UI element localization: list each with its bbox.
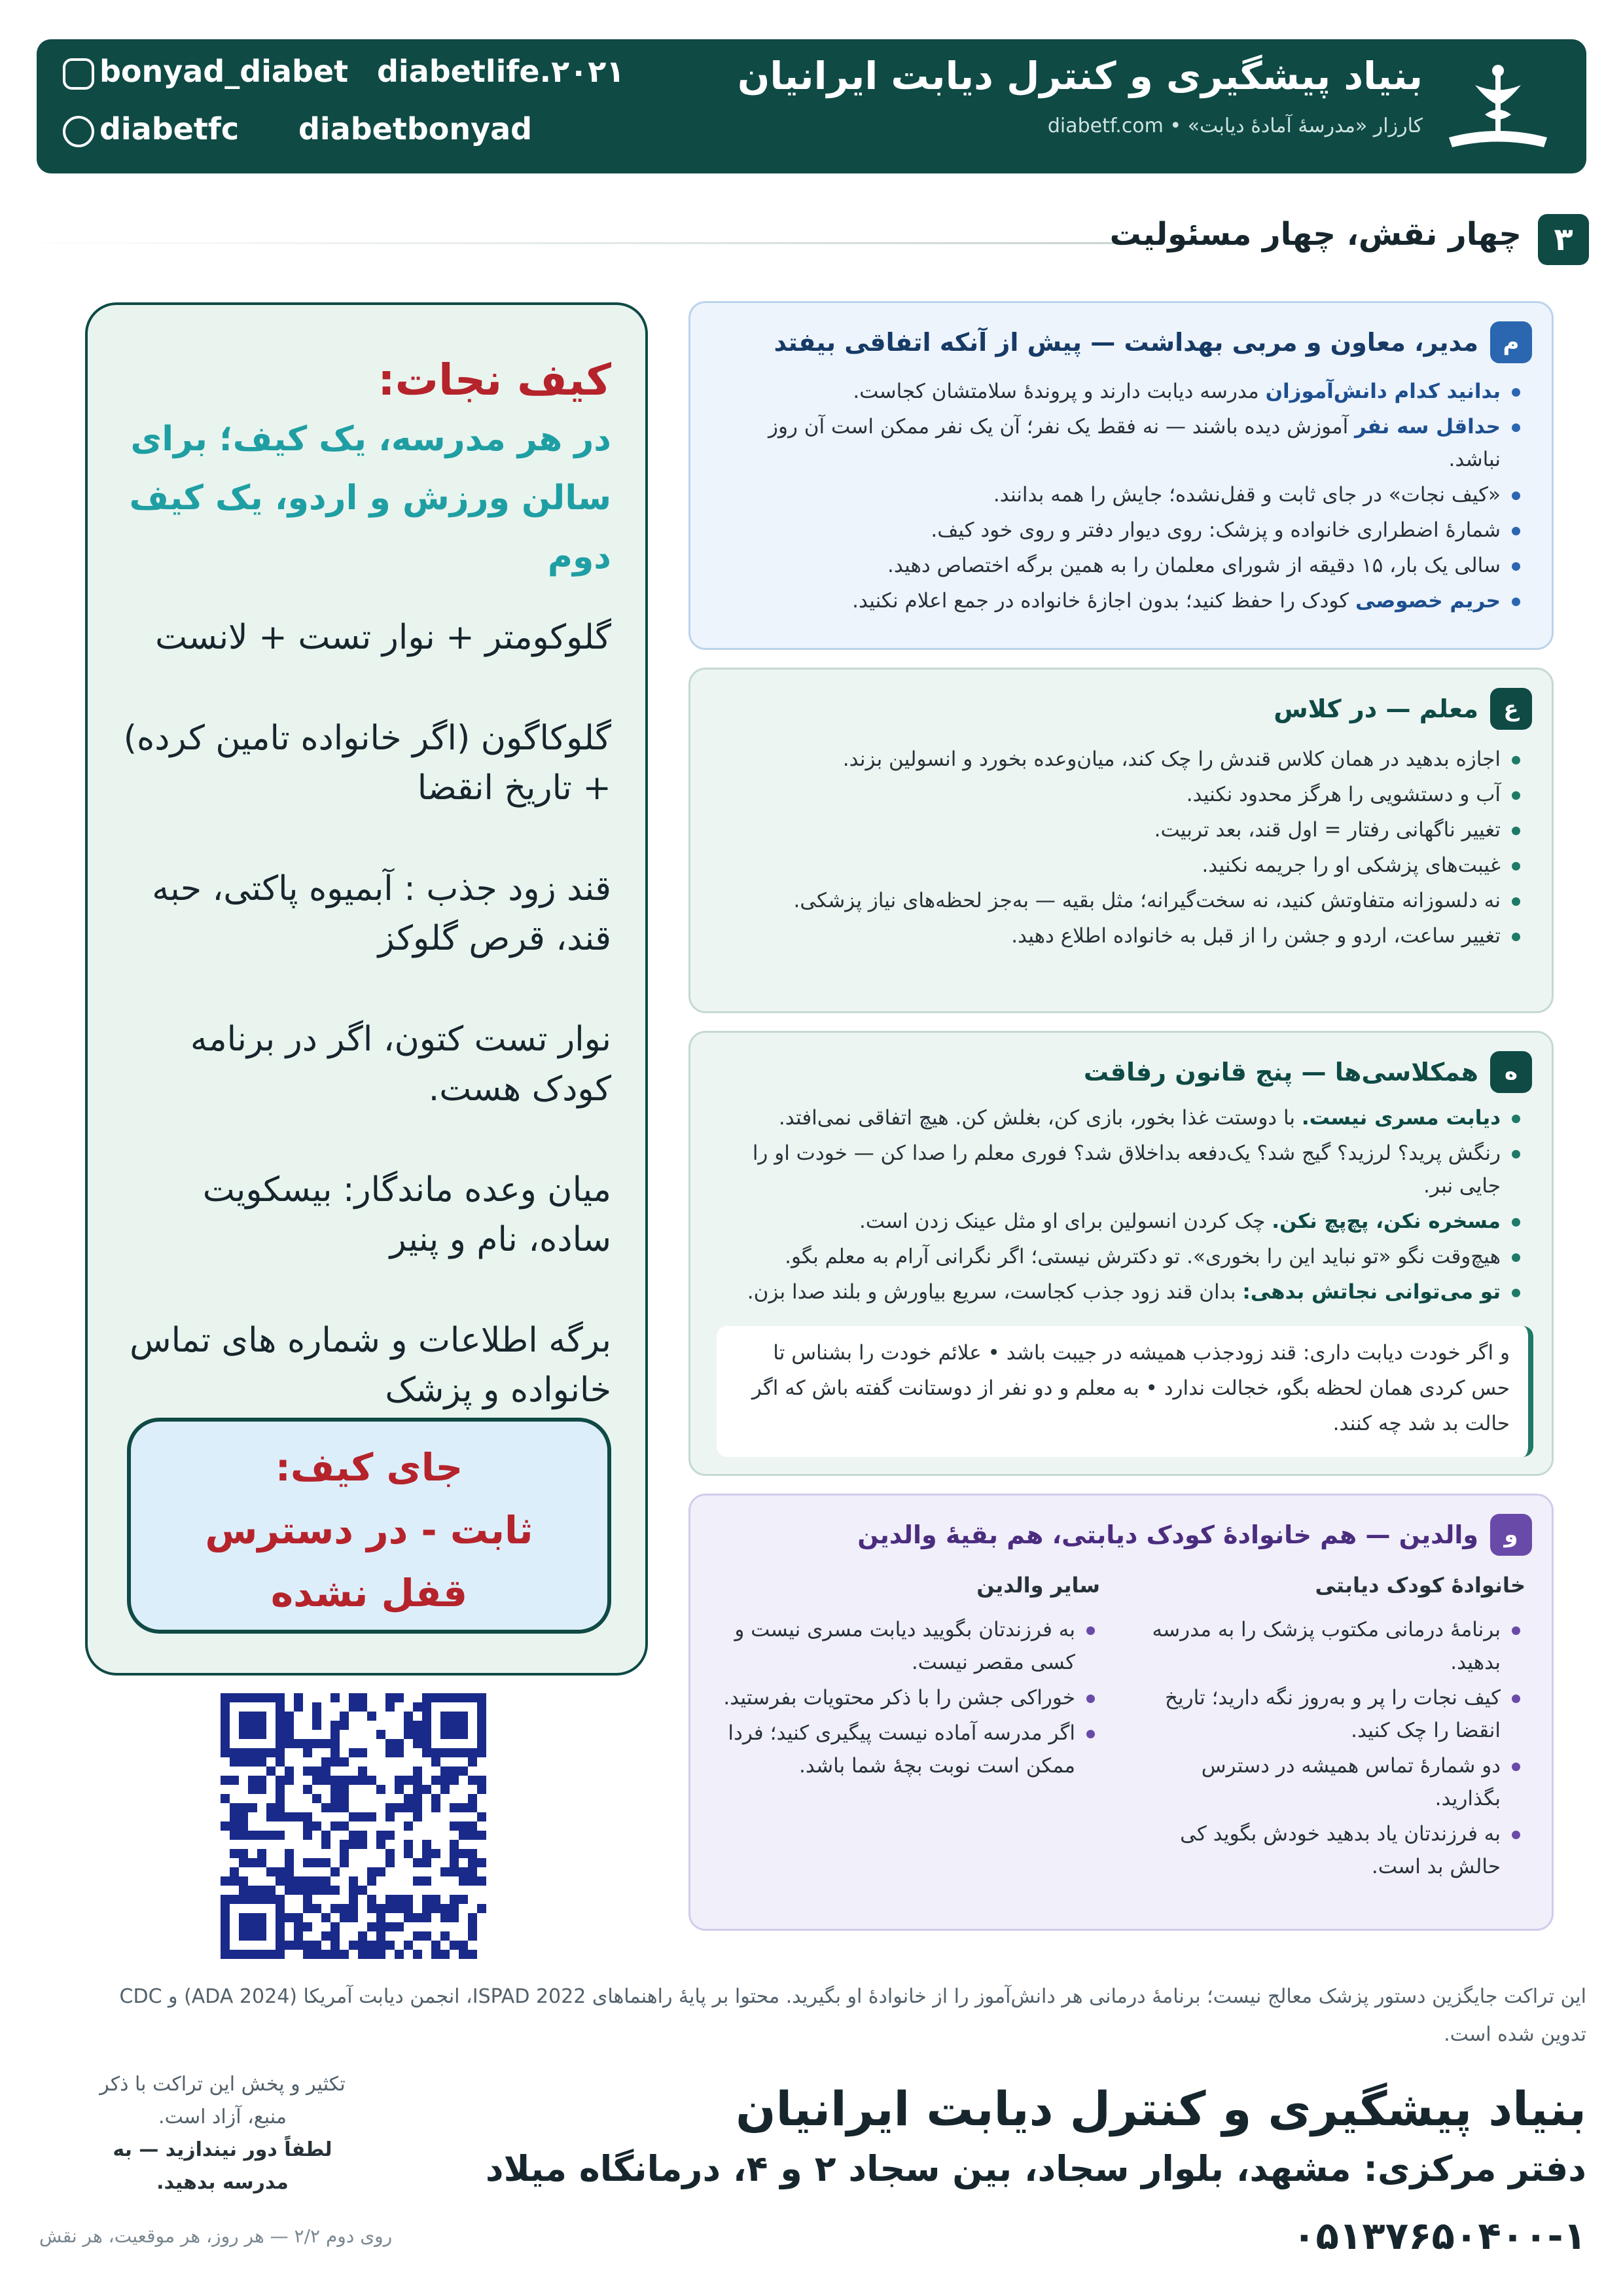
list-item: حریم خصوصی کودک را حفظ کنید؛ بدون اجازهٔ خانواده در جمع اعلام نکنید. [717, 584, 1525, 617]
telegram-icon [63, 116, 94, 147]
campaign-subtitle: کارزار «مدرسهٔ آمادهٔ دیابت» • diabetf.com [1047, 115, 1423, 137]
card-admin [688, 301, 1554, 650]
list-item: دو شمارهٔ تماس همیشه در دسترس بگذارید. [1146, 1749, 1525, 1815]
list-item: به فرزندتان بگویید دیابت مسری نیست و کسی مقصر نیست. [721, 1613, 1100, 1679]
kit-item: قند زود جذب : آبمیوه پاکتی، حبه قند، قرص گلوکز [152, 869, 611, 958]
list-item: رنگش پرید؟ لرزید؟ گیج شد؟ یک‌دفعه بداخلاق شد؟ فوری معلم را صدا کن — خودت او را جایی نبر. [717, 1137, 1525, 1202]
disclaimer: این تراکت جایگزین دستور پزشک معالج نیست؛ برنامهٔ درمانی هر دانش‌آموز را از خانوادهٔ او بگیرید. محتوا بر پایهٔ راهنماهای ISPAD 2022، انجمن دیابت آمریکا (ADA 2024) و CDC تدوین شده است. [119, 1985, 1586, 2046]
list-item: شمارهٔ اضطراری خانواده و پزشک: روی دیوار دفتر و روی خود کیف. [717, 514, 1525, 547]
section-number: ۳ [1538, 214, 1589, 265]
list-item: اجازه بدهید در همان کلاس قندش را چک کند، میان‌وعده بخورد و انسولین بزند. [717, 743, 1525, 776]
foundation-logo-icon [1436, 59, 1560, 157]
kit-item: میان وعده ماندگار: بیسکویت ساده، نام و پنیر [202, 1170, 611, 1259]
list-item: تو می‌توانی نجاتش بدهی: بدان قند زود جذب کجاست، سریع بیاورش و بلند صدا بزن. [717, 1276, 1525, 1308]
list-item: تغییر ناگهانی رفتار = اول قند، بعد تربیت. [717, 814, 1525, 846]
teacher-title: معلم — در کلاس [1274, 694, 1478, 723]
parents-title: والدین — هم خانوادهٔ کودک دیابتی، هم بقیهٔ والدین [857, 1520, 1478, 1549]
list-item: خوراکی جشن را با ذکر محتویات بفرستید. [721, 1681, 1100, 1714]
footer-address: دفتر مرکزی: مشهد، بلوار سجاد، بین سجاد ۲ و ۴، درمانگاه میلاد [485, 2148, 1586, 2189]
list-item: بدانید کدام دانش‌آموزان مدرسه دیابت دارند و پروندهٔ سلامتشان کجاست. [717, 375, 1525, 408]
list-item: سالی یک بار، ۱۵ دقیقه از شورای معلمان را به همین برگه اختصاص دهید. [717, 549, 1525, 582]
org-title: بنیاد پیشگیری و کنترل دیابت ایرانیان [737, 54, 1423, 98]
kit-title: کیف نجات: [378, 355, 611, 405]
column-heading-family: خانوادهٔ کودک دیابتی [1315, 1573, 1525, 1598]
admin-title: مدیر، معاون و مربی بهداشت — پیش از آنکه اتفاقی بیفتد [774, 328, 1478, 357]
kit-item: گلوکومتر + نوار تست + لانست [155, 618, 611, 657]
diabetic-student-note: و اگر خودت دیابت داری: قند زودجذب همیشه در جیبت باشد • علائم خودت را بشناس تا حس کردی همان لحظه بگو، خجالت ندارد • به معلم و دو نفر از دوستانت گفته باش که اگر حالت بد شد چه کنند. [717, 1326, 1533, 1457]
kit-location-line: قفل نشده [270, 1571, 468, 1615]
list-item: تغییر ساعت، اردو و جشن را از قبل به خانواده اطلاع دهید. [717, 920, 1525, 952]
list-item: نه دلسوزانه متفاوتش کنید، نه سخت‌گیرانه؛ مثل بقیه — به‌جز لحظه‌های نیاز پزشکی. [717, 884, 1525, 917]
classmates-badge: ه [1490, 1051, 1532, 1093]
admin-badge: م [1490, 321, 1532, 363]
list-item: دیابت مسری نیست. با دوستت غذا بخور، بازی کن، بغلش کن. هیچ اتفاقی نمی‌افتد. [717, 1102, 1525, 1134]
kit-item: گلوکاگون (اگر خانواده تامین کرده) + تاریخ انقضا [123, 719, 611, 808]
section-divider [0, 242, 1126, 244]
header-banner [37, 39, 1586, 173]
classmates-title: همکلاسی‌ها — پنج قانون رفاقت [1083, 1058, 1478, 1086]
telegram-handle[interactable]: diabetfc [63, 111, 239, 147]
rescue-kit-panel [85, 302, 648, 1676]
parents-badge: و [1490, 1514, 1532, 1556]
footer-org-name: بنیاد پیشگیری و کنترل دیابت ایرانیان [736, 2081, 1586, 2136]
card-parents [688, 1494, 1554, 1931]
section-title: چهار نقش، چهار مسئولیت [1109, 216, 1522, 253]
instagram-handle[interactable]: bonyad_diabet [63, 54, 348, 90]
list-item: «کیف نجات» در جای ثابت و قفل‌نشده؛ جایش را همه بدانند. [717, 478, 1525, 511]
kit-location-line: ثابت - در دسترس [205, 1508, 533, 1552]
list-item: به فرزندتان یاد بدهید خودش بگوید کی حالش بد است. [1146, 1818, 1525, 1883]
other-handle[interactable]: diabetbonyad [298, 111, 533, 147]
kit-item: نوار تست کتون، اگر در برنامه کودک هست. [190, 1020, 611, 1109]
footer-phone[interactable]: ۰۵۱۳۷۶۵۰۴۰۰-۱ [1293, 2214, 1586, 2258]
other-parents-list [721, 1613, 1100, 1785]
instagram-icon [63, 58, 94, 90]
list-item: کیف نجات را پر و به‌روز نگه دارید؛ تاریخ انقضا را چک کنید. [1146, 1681, 1525, 1747]
kit-item: برگه اطلاعات و شماره های تماس خانواده و پزشک [130, 1321, 611, 1410]
page-number: روی دوم ۲/۲ — هر روز، هر موقعیت، هر نقش [39, 2225, 393, 2247]
website-link[interactable]: diabetlife.۲۰۲۱ [377, 54, 625, 89]
teacher-list [717, 743, 1525, 955]
list-item: هیچ‌وقت نگو «تو نباید این را بخوری». تو دکترش نیستی؛ اگر نگرانی آرام به معلم بگو. [717, 1240, 1525, 1273]
classmates-list [717, 1102, 1525, 1311]
kit-location-box [127, 1418, 611, 1634]
kit-subtitle: در هر مدرسه، یک کیف؛ برای سالن ورزش و اردو، یک کیف دوم [129, 420, 611, 577]
family-list [1146, 1613, 1525, 1886]
column-heading-other-parents: سایر والدین [976, 1573, 1100, 1598]
list-item: حداقل سه نفر آموزش دیده باشند — نه فقط یک نفر؛ آن یک نفر ممکن است آن روز نباشد. [717, 410, 1525, 476]
kit-location-title: جای کیف: [275, 1445, 463, 1490]
list-item: اگر مدرسه آماده نیست پیگیری کنید؛ فردا ممکن است نوبت بچهٔ شما باشد. [721, 1717, 1100, 1782]
list-item: مسخره نکن، پچ‌پچ نکن. چک کردن انسولین برای او مثل عینک زدن است. [717, 1205, 1525, 1238]
list-item: آب و دستشویی را هرگز محدود نکنید. [717, 778, 1525, 811]
admin-list [717, 375, 1525, 620]
teacher-badge: ع [1490, 688, 1532, 730]
card-classmates [688, 1031, 1554, 1476]
share-note: تکثیر و پخش این تراکت با ذکر منبع، آزاد است. لطفاً دور نیندازید — به مدرسه بدهید. [99, 2073, 346, 2194]
qr-code-icon[interactable] [206, 1679, 501, 1973]
list-item: غیبت‌های پزشکی او را جریمه نکنید. [717, 849, 1525, 882]
list-item: برنامهٔ درمانی مکتوب پزشک را به مدرسه بدهید. [1146, 1613, 1525, 1679]
kit-items [114, 613, 611, 1466]
card-teacher [688, 668, 1554, 1013]
